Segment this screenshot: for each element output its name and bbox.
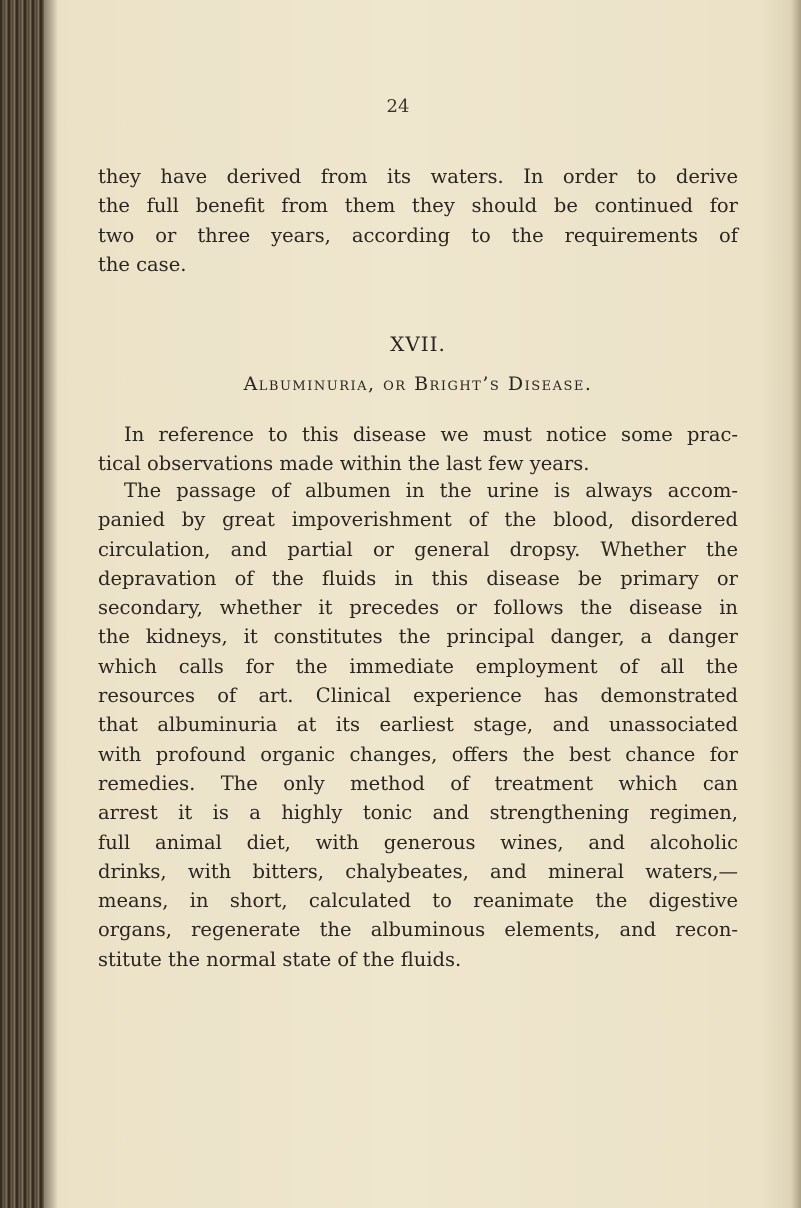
text-line: two or three years, according to the requirements of [98, 223, 738, 247]
text-line: resources of art. Clinical experience has demonstrated [98, 684, 738, 708]
text-line: circulation, and partial or general dropsy. Whether the [98, 537, 738, 561]
text-line: with profound organic changes, offers the best chance for [98, 742, 738, 766]
text-line: the kidneys, it constitutes the principal danger, a danger [98, 625, 738, 649]
text-line: means, in short, calculated to reanimate the digestive [98, 889, 738, 913]
page-edge-shadow [791, 0, 801, 1208]
text-line: organs, regenerate the albuminous elements, and recon- [98, 918, 738, 942]
text-line: The passage of albumen in the urine is always accom- [124, 479, 738, 502]
page-number: 24 [386, 96, 410, 117]
section-title: Albuminuria, or Bright’s Disease. [243, 373, 593, 395]
text-line: the full benefit from them they should be continued for [98, 194, 738, 218]
text-line: drinks, with bitters, chalybeates, and mineral waters,— [98, 859, 738, 883]
section-number: XVII. [390, 332, 446, 356]
opening-paragraph [98, 162, 738, 279]
binding-shadow [44, 0, 58, 1208]
text-line: full animal diet, with generous wines, and alcoholic [98, 830, 738, 854]
text-line: In reference to this disease we must notice some prac- [124, 423, 738, 446]
text-line: panied by great impoverishment of the blood, disordered [98, 508, 738, 532]
text-line: secondary, whether it precedes or follows the disease in [98, 596, 738, 620]
text-line: which calls for the immediate employment of all the [98, 654, 738, 678]
text-line: depravation of the fluids in this disease be primary or [98, 566, 738, 590]
text-line: that albuminuria at its earliest stage, and unassociated [98, 713, 738, 737]
text-line: stitute the normal state of the fluids. [98, 947, 462, 971]
text-line: they have derived from its waters. In order to derive [98, 165, 738, 188]
book-binding [0, 0, 44, 1208]
text-line: the case. [98, 252, 187, 276]
text-line: remedies. The only method of treatment which can [98, 771, 738, 795]
text-line: tical observations made within the last few years. [98, 452, 590, 476]
text-line: arrest it is a highly tonic and strengthening regimen, [98, 801, 738, 825]
paragraph-two [98, 420, 738, 479]
paragraph-three [98, 476, 738, 974]
